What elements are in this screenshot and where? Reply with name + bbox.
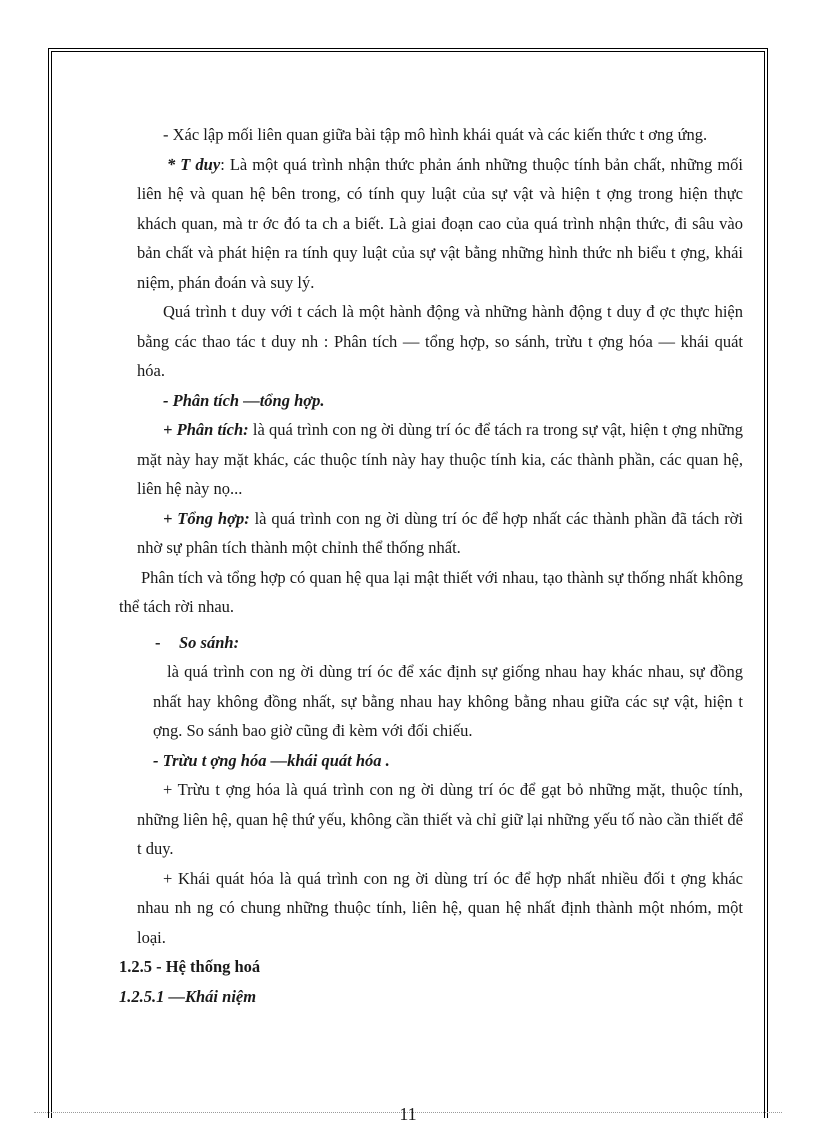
subheading-truu-tuong-hoa: - Trừu t ợng hóa —khái quát hóa . [153,750,390,770]
definition-tu-duy: : Là một quá trình nhận thức phản ánh những thuộc tính bản chất, những mối liên hệ và quan hệ bên trong, có tính quy luật của sự vật và hiện t ợng trong hiện thực khách quan, mà tr ớc đó ta ch a biết. Là giai đoạn cao của quá trình nhận thức, đi sâu vào bản chất và phát hiện ra tính quy luật của sự vật bằng những hình thức nh biểu t ợng, khái niệm, phán đoán và suy lý. [137,154,743,292]
paragraph-so-sanh: là quá trình con ng ời dùng trí óc để xác định sự giống nhau hay khác nhau, sự đồng nhất hay không đồng nhất, sự bằng nhau hay không bằng nhau giữa các sự vật, hiện t ợng. So sánh bao giờ cũng đi kèm với đối chiếu. [153,662,743,740]
paragraph-khai-quat-hoa: + Khái quát hóa là quá trình con ng ời dùng trí óc để hợp nhất nhiều đối t ợng khác nhau nh ng có chung những thuộc tính, liên hệ, quan hệ nhất định thành một nhóm, một loại. [137,868,743,947]
subheading-phan-tich-tong-hop: - Phân tích —tổng hợp. [163,390,325,410]
term-phan-tich: + Phân tích: [163,420,249,439]
paragraph-tu-duy [137,150,743,298]
definition-tong-hop: là quá trình con ng ời dùng trí óc để hợp nhất các thành phần đã tách rời nhờ sự phân tích thành một chỉnh thể thống nhất. [137,508,743,557]
paragraph-tong-hop [137,504,743,563]
subheading-so-sanh [137,628,743,658]
paragraph: Quá trình t duy với t cách là một hành động và những hành động t duy đ ợc thực hiện bằng các thao tác t duy nh : Phân tích — tổng hợp, so sánh, trừu t ợng hóa — khái quát hóa. [137,302,743,380]
definition-phan-tich: là quá trình con ng ời dùng trí óc để tách ra trong sự vật, hiện t ợng những mặt này hay mặt khác, các thuộc tính này hay thuộc tính kia, các thành phần, các quan hệ, liên hệ này nọ... [137,420,744,498]
bullet-marker: - [155,632,161,652]
paragraph-phan-tich [137,415,743,504]
paragraph: Phân tích và tổng hợp có quan hệ qua lại mật thiết với nhau, tạo thành sự thống nhất không thể tách rời nhau. [119,567,743,616]
term-tu-duy: * T duy [167,154,221,174]
term-so-sanh: So sánh: [179,632,240,652]
section-heading: 1.2.5 - Hệ thống hoá [119,957,261,976]
document-body [119,120,744,1011]
subsection-heading: 1.2.5.1 —Khái niệm [119,986,257,1006]
term-tong-hop: + Tổng hợp: [163,508,250,528]
page-number: 11 [399,1104,417,1124]
paragraph-truu-tuong-hoa: + Trừu t ợng hóa là quá trình con ng ời dùng trí óc để gạt bỏ những mặt, thuộc tính, những liên hệ, quan hệ thứ yếu, không cần thiết và chỉ giữ lại những yếu tố nào cần thiết để t duy. [137,780,743,858]
paragraph: - Xác lập mối liên quan giữa bài tập mô hình khái quát và các kiến thức t ơng ứng. [163,125,708,144]
